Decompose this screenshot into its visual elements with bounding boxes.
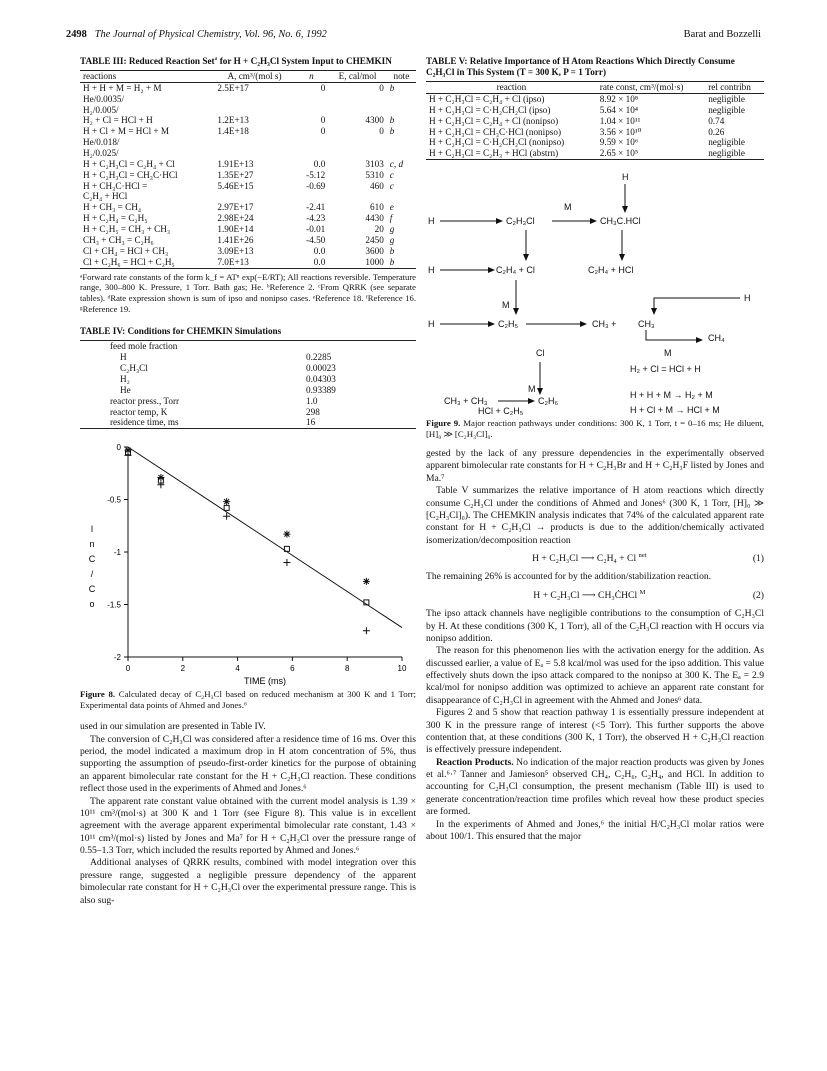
t3-cell: 4300 xyxy=(365,115,384,126)
left-column xyxy=(80,56,416,907)
t3-row xyxy=(80,224,416,235)
left-paragraph: Additional analyses of QRRK results, combined with model integration over this pressure range, suggested a negligible pressure dependency of the apparent bimolecular rate constant for H + C₂H₃Cl over the experimental pressure range. This is also sug- xyxy=(80,857,416,906)
t4-cell: He xyxy=(120,384,131,395)
node-ch4: CH₄ xyxy=(708,333,725,344)
right-body-text xyxy=(426,448,764,843)
t3-cell xyxy=(295,191,329,202)
t3-row xyxy=(80,126,416,137)
data-point-plus xyxy=(363,628,370,635)
t5-cell: 3.56 × 10¹⁰ xyxy=(599,126,642,137)
right-column xyxy=(426,56,764,843)
t3-cell: H + C₂H₄ = C₂H₅ xyxy=(83,213,148,224)
t3-cell: 4430 xyxy=(365,213,384,224)
t3-cell xyxy=(214,191,294,202)
t3-cell: b xyxy=(389,82,395,93)
t4-cell: reactor press., Torr xyxy=(110,395,180,406)
t3-col-e: E, cal/mol xyxy=(328,71,387,83)
t3-cell: 1.2E+13 xyxy=(217,115,249,126)
x-tick-label: 0 xyxy=(125,664,131,674)
t3-row xyxy=(80,94,416,105)
right-paragraph: The ipso attack channels have negligible contributions to the consumption of C₂H₃Cl by H. At these conditions (300 K, 1 Torr), all of the C₂H₃Cl reaction with H occurs via nonipso addition. xyxy=(426,608,764,644)
fig8-axes xyxy=(89,443,407,686)
y-tick-label: -0.5 xyxy=(107,495,121,505)
right-paragraph: gested by the lack of any pressure dependencies in the experimentally observed apparent bimolecular rate constants for H + C₂H₃Br and H + C₂H₃F listed by Jones and Ma.⁷ xyxy=(426,448,764,484)
node-m-ch4: M xyxy=(664,348,672,359)
t5-cell: 5.64 × 10⁴ xyxy=(599,104,639,115)
x-tick-label: 4 xyxy=(235,664,240,674)
table5 xyxy=(426,81,764,160)
t5-cell: H + C₂H₃Cl = C·H₂CH₂Cl (ipso) xyxy=(429,104,551,115)
equation-1 xyxy=(426,553,764,565)
data-point-star xyxy=(157,474,164,481)
t3-cell: 2450 xyxy=(365,234,384,245)
table3-title: Reduced Reaction Set xyxy=(128,56,215,66)
t3-cell: 7.0E+13 xyxy=(214,257,294,268)
node-c2h5: C₂H₅ xyxy=(498,319,519,330)
running-header xyxy=(66,28,761,44)
table3-title-sup: a xyxy=(214,55,218,62)
table4-body xyxy=(80,341,416,429)
t3-row xyxy=(80,105,416,116)
table3-title-rest: for H + C₂H₃Cl System Input to CHEMKIN xyxy=(217,56,392,66)
left-paragraph: The conversion of C₂H₃Cl was considered after a residence time of 16 ms. Over this period, the model indicated a maximum drop in H atom concentration of 5%, thus supporting the assumption of pseudo-first-order kinetics for the purpose of obtaining an apparent bimolecular rate constant for the H + C₂H₃Cl reaction. These conditions reflect those used in the experiments of Ahmed and Jones.⁶ xyxy=(80,733,416,795)
y-tick-label: -1.5 xyxy=(107,600,121,610)
t4-cell: 1.0 xyxy=(306,395,318,406)
t3-cell xyxy=(328,137,387,148)
t3-cell xyxy=(328,191,387,202)
t3-cell: 2.5E+17 xyxy=(217,82,249,93)
t5-row xyxy=(426,137,764,148)
t3-col-a: A, cm³/(mol s) xyxy=(214,71,294,83)
t3-cell: 0.0 xyxy=(313,245,326,256)
t3-cell: H + C₂H₃Cl = C₂H₄ + Cl xyxy=(83,158,175,169)
data-point-star xyxy=(283,531,290,538)
equation-2-over: M xyxy=(639,588,646,596)
node-c2h4-hcl: C₂H₄ + HCl xyxy=(588,265,634,276)
data-point-plus xyxy=(283,559,290,566)
left-paragraph: The apparent rate constant value obtained with the current model analysis is 1.39 × 10¹¹ cm³/(mol·s) at 300 K and 1 Torr (see Figure 8). This value is in excellent agreement with the average apparent experimental bimolecular rate constant, 1.43 × 10¹¹ cm³/(mol·s) listed by Jones and Ma⁷ for H + C₂H₃Cl over the pressure range of 0.55–1.3 Torr, which included the results reported by Ahmed and Jones.⁶ xyxy=(80,795,416,857)
t5-cell: 9.59 × 10⁶ xyxy=(599,137,639,148)
node-c2h3cl: C₂H₃Cl xyxy=(506,216,535,227)
t3-cell: 1000 xyxy=(328,257,387,268)
t5-row xyxy=(426,93,764,104)
figure8-caption-text: Calculated decay of C₂H₃Cl based on reduced mechanism at 300 K and 1 Torr; Experimental data points of Ahmed and Jones.⁶ xyxy=(80,689,416,711)
x-tick-label: 8 xyxy=(344,664,350,674)
node-ch3-plus: CH₃ + xyxy=(592,319,617,330)
right-paragraph: Figures 2 and 5 show that reaction pathway 1 is essentially pressure independent at 300 K in the pressure range of interest (<5 Torr). This further supports the above contention that, at these conditions (300 K, 1 Torr), the observed H + C₂H₃Cl reaction is effectively pressure independent. xyxy=(426,707,764,756)
side-reaction-3: H + Cl + M → HCl + M xyxy=(630,405,720,416)
t3-cell: -0.01 xyxy=(306,224,326,235)
equation-1-number: (1) xyxy=(752,553,764,565)
t3-cell: c, d xyxy=(389,158,404,169)
t4-cell: H xyxy=(120,352,127,363)
t3-cell: 0 xyxy=(320,115,326,126)
t3-cell xyxy=(214,94,294,105)
data-point-star xyxy=(363,578,370,585)
t3-cell: b xyxy=(389,115,395,126)
table4 xyxy=(80,340,416,429)
t5-cell: H + C₂H₃Cl = C₂H₃ + HCl (abstrn) xyxy=(426,148,597,159)
t3-row xyxy=(80,213,416,224)
t3-cell: H₂/0.005/ xyxy=(83,104,119,115)
t5-cell: H + C₂H₃Cl = C₂H₄ + Cl (ipso) xyxy=(429,93,545,104)
page-number: 2498 xyxy=(66,29,87,40)
x-tick-label: 10 xyxy=(397,664,407,674)
t3-cell xyxy=(295,148,329,159)
section-paragraph: No indication of the major reaction products was given by Jones et al.⁶·⁷ Tanner and Jamieson⁵ observed CH₄, C₂H₆, C₂H₄, and HCl. In addition to accounting for C₂H₃Cl consumption, the present mechanism (Table III) is used to generate concentration/reaction time profiles which reveal how these product species are formed. xyxy=(426,756,764,818)
t3-cell: f xyxy=(389,213,393,224)
t3-cell: 0 xyxy=(379,126,384,137)
table4-caption xyxy=(80,326,416,337)
t3-col-reactions: reactions xyxy=(80,71,214,83)
figure9-label: Figure 9. xyxy=(426,418,461,429)
node-h-row1: H xyxy=(428,216,435,227)
t4-row xyxy=(80,363,416,374)
t3-cell: 0 xyxy=(320,126,326,137)
section-runin-head: Reaction Products. xyxy=(436,756,514,768)
t4-row xyxy=(80,385,416,396)
t5-cell: H + C₂H₃Cl = CH₃C·HCl (nonipso) xyxy=(429,126,562,137)
t3-cell: 610 xyxy=(370,202,384,213)
t5-cell: H + C₂H₃Cl = C·H₂CH₂Cl (nonipso) xyxy=(429,137,565,148)
t3-row xyxy=(80,82,416,93)
t3-cell xyxy=(387,191,416,202)
t3-col-n: n xyxy=(295,71,329,83)
t3-cell: 0 xyxy=(379,82,384,93)
right-paragraph: The remaining 26% is accounted for by the addition/stabilization reaction. xyxy=(426,571,712,583)
x-tick-label: 6 xyxy=(290,664,295,674)
t3-cell xyxy=(295,137,329,148)
t5-cell: 1.04 × 10¹¹ xyxy=(599,115,641,126)
figure9-diagram xyxy=(426,166,764,416)
t3-cell: b xyxy=(387,257,416,268)
node-c2h4-cl: C₂H₄ + Cl xyxy=(496,265,535,276)
t3-col-note: note xyxy=(387,71,416,83)
figure8-chart xyxy=(80,437,416,687)
y-axis-label-char: n xyxy=(89,539,95,550)
t3-row xyxy=(80,148,416,159)
t4-cell: 16 xyxy=(303,417,416,428)
node-ch3chcl: CH₃C.HCl xyxy=(600,216,641,227)
t3-cell: g xyxy=(389,224,395,235)
t5-row xyxy=(426,148,764,159)
t3-cell: 1.4E+18 xyxy=(217,126,249,137)
fig8-marks xyxy=(125,447,403,635)
node-hcl-c2h5: HCl + C₂H₅ xyxy=(478,406,524,417)
x-tick-label: 2 xyxy=(180,664,186,674)
t3-cell: 1.90E+14 xyxy=(217,224,254,235)
y-tick-label: -2 xyxy=(113,653,121,663)
t5-row xyxy=(426,127,764,138)
t3-cell: H + C₂H₅ = CH₃ + CH₃ xyxy=(83,224,171,235)
t3-cell xyxy=(387,105,416,116)
t5-row xyxy=(426,105,764,116)
t3-cell xyxy=(214,137,294,148)
t3-row xyxy=(80,115,416,126)
arrow-h-to-ch3 xyxy=(654,298,740,314)
y-tick-label: -1 xyxy=(113,548,121,558)
left-body-text xyxy=(80,721,416,907)
equation-1-over: net xyxy=(638,552,647,560)
t3-cell xyxy=(328,94,387,105)
node-h-top: H xyxy=(622,172,629,183)
t3-cell: b xyxy=(389,245,395,256)
t3-cell: H₂/0.025/ xyxy=(83,148,119,159)
y-axis-label-char: o xyxy=(89,599,95,610)
t3-cell: e xyxy=(389,202,394,213)
t3-cell xyxy=(295,105,329,116)
t3-cell: -4.50 xyxy=(306,234,326,245)
t3-cell: H + Cl + M = HCl + M xyxy=(83,126,170,137)
left-paragraph: used in our simulation are presented in Table IV. xyxy=(80,721,266,733)
t3-row xyxy=(80,159,416,170)
node-h-row3: H xyxy=(428,319,435,330)
t4-cell xyxy=(303,341,416,352)
t4-cell: H₂ xyxy=(120,374,130,385)
t3-row xyxy=(80,202,416,213)
arrow-ch3-ch4 xyxy=(646,330,702,340)
node-m-low: M xyxy=(528,384,536,395)
t5-cell: 2.65 × 10⁵ xyxy=(597,148,705,159)
t3-cell: 0.0 xyxy=(313,158,326,169)
figure8-label: Figure 8. xyxy=(80,689,116,700)
t5-cell: negligible xyxy=(708,137,745,148)
t3-row xyxy=(80,257,416,268)
t3-cell: c xyxy=(389,169,394,180)
t3-cell: H + C₂H₃Cl = CH₃C·HCl xyxy=(83,169,178,180)
t3-cell: b xyxy=(389,126,395,137)
table4-label: TABLE IV: xyxy=(80,326,126,337)
t4-row xyxy=(80,374,416,385)
t4-cell: 0.2285 xyxy=(306,352,332,363)
t5-row xyxy=(426,116,764,127)
t5-cell: 0.26 xyxy=(708,126,725,137)
t3-row xyxy=(80,181,416,192)
data-point-star xyxy=(223,498,230,505)
y-axis-label-char: l xyxy=(91,524,93,535)
table3-body xyxy=(80,82,416,268)
table3-label: TABLE III: xyxy=(80,56,127,66)
y-axis-label-char: / xyxy=(90,569,94,580)
t3-cell: -4.23 xyxy=(306,213,326,224)
t3-cell xyxy=(214,148,294,159)
t3-cell: 0.0 xyxy=(295,257,329,268)
node-ch3: CH₃ xyxy=(638,319,655,330)
t3-row xyxy=(80,246,416,257)
table3 xyxy=(80,70,416,268)
t3-cell xyxy=(295,94,329,105)
t4-row xyxy=(80,407,416,418)
t3-cell: C₂H₄ + HCl xyxy=(83,191,128,202)
t4-cell: feed mole fraction xyxy=(110,341,178,352)
data-point-square xyxy=(224,506,229,511)
right-paragraph: The reason for this phenomenon lies with the activation energy for the addition. As discussed earlier, a value of Eₐ = 5.8 kcal/mol was used for the ipso addition. This value effectively shuts down the ipso attack compared to the nonipso at 300 K. The Eₐ = 2.9 kcal/mol for nonipso addition was optimized to achieve an apparent rate constant for disappearance of C₂H₃Cl in agreement with the Ahmed and Jones⁶ data. xyxy=(426,645,764,706)
t3-cell: 1.41E+26 xyxy=(217,234,254,245)
table4-title: Conditions for CHEMKIN Simulations xyxy=(127,326,282,337)
t5-cell: 0.74 xyxy=(708,115,725,126)
t3-cell xyxy=(387,137,416,148)
table3-footnote: ᵃForward rate constants of the form k_f = ATⁿ exp(−E/RT); All reactions reversible. Temperature range, 300–800 K. Pressure, 1 Torr. Bath gas; He. ᵇReference 2. ᶜFrom QRRK (see separate tables). ᵈRate expression shown is sum of ipso and nonipso cases. ᵉReference 18. ᶠReference 16. ᵍReference 19. xyxy=(80,271,416,314)
node-h-right: H xyxy=(744,293,751,304)
node-cl: Cl xyxy=(536,348,545,359)
t3-cell xyxy=(387,148,416,159)
t3-cell: 1.91E+13 xyxy=(217,158,254,169)
node-m-mid: M xyxy=(502,300,510,311)
t5-cell: negligible xyxy=(705,148,764,159)
t3-cell xyxy=(328,148,387,159)
t5-col-reaction: reaction xyxy=(426,82,597,94)
equation-1-text: H + C₂H₃Cl ⟶ C₂H₄ + Cl xyxy=(532,553,637,565)
t3-cell xyxy=(387,94,416,105)
t3-cell: Cl + CH₄ = HCl + CH₃ xyxy=(83,245,169,256)
t3-cell: H₂ + Cl = HCl + H xyxy=(83,115,153,126)
t4-cell: reactor temp, K xyxy=(110,406,168,417)
t3-cell: -0.69 xyxy=(306,180,326,191)
t3-cell: H + CH₃ = CH₄ xyxy=(83,202,142,213)
t4-cell: 298 xyxy=(306,406,320,417)
node-m-top: M xyxy=(564,202,572,213)
right-paragraph xyxy=(426,757,764,819)
t4-row xyxy=(80,352,416,363)
x-axis-label: TIME (ms) xyxy=(244,676,286,687)
t3-cell xyxy=(328,105,387,116)
side-reaction-2: H + H + M → H₂ + M xyxy=(630,390,713,401)
t3-cell: CH₃ + CH₃ = C₂H₆ xyxy=(83,234,154,245)
t3-cell: 460 xyxy=(370,180,384,191)
t4-cell: 0.04303 xyxy=(306,374,336,385)
t5-cell: H + C₂H₃Cl = C₂H₄ + Cl (nonipso) xyxy=(429,115,559,126)
table5-body xyxy=(426,93,764,159)
author-names: Barat and Bozzelli xyxy=(683,29,761,40)
t4-cell: residence time, ms xyxy=(80,417,303,428)
table3-caption xyxy=(80,56,416,67)
equation-2-text: H + C₂H₃Cl ⟶ CH₃ĊHCl xyxy=(533,589,638,601)
t5-cell: negligible xyxy=(708,93,745,104)
y-tick-label: 0 xyxy=(116,443,121,453)
t3-cell: Cl + C₂H₆ = HCl + C₂H₅ xyxy=(80,257,214,268)
t5-cell: negligible xyxy=(708,104,745,115)
t3-row xyxy=(80,137,416,148)
t4-row xyxy=(80,417,416,428)
data-point-star xyxy=(125,447,132,454)
side-reaction-1: H₂ + Cl = HCl + H xyxy=(630,364,701,375)
t3-cell xyxy=(214,105,294,116)
t3-row xyxy=(80,235,416,246)
t4-cell: 0.93389 xyxy=(306,384,336,395)
t3-cell: 1.35E+27 xyxy=(217,169,254,180)
y-axis-label-char: C xyxy=(88,554,96,565)
node-c2h6: C₂H₆ xyxy=(538,396,559,407)
t3-cell: 3103 xyxy=(365,158,384,169)
t5-col-rate: rate const, cm³/(mol·s) xyxy=(597,82,705,94)
t3-cell: 2.98E+24 xyxy=(217,213,254,224)
y-axis-label-char: C xyxy=(88,584,96,595)
t3-cell: He/0.0035/ xyxy=(83,93,125,104)
table5-title: Relative Importance of H Atom Reactions Which Directly Consume C₂H₃Cl in This System (T = 300 K, P = 1 Torr) xyxy=(426,56,735,78)
table5-caption xyxy=(426,56,764,78)
t3-cell: -2.41 xyxy=(306,202,326,213)
t3-cell: 3600 xyxy=(365,245,384,256)
figure9-caption-text: Major reaction pathways under conditions: 300 K, 1 Torr, t = 0–16 ms; He diluent, [H]₀ ≫ [C₂H₃Cl]₀. xyxy=(426,418,764,440)
node-h-row2: H xyxy=(428,265,435,276)
t3-cell: 2.97E+17 xyxy=(217,202,254,213)
t3-cell: c xyxy=(389,180,394,191)
t3-cell: 3.09E+13 xyxy=(217,245,254,256)
model-fit-line xyxy=(128,447,402,628)
t4-row xyxy=(80,396,416,407)
figure8-caption xyxy=(80,689,416,711)
t3-cell: -5.12 xyxy=(306,169,326,180)
node-ch3ch3: CH₃ + CH₃ xyxy=(444,396,488,407)
t3-cell: He/0.018/ xyxy=(83,137,120,148)
t3-cell: H + CH₃C·HCl = xyxy=(83,180,148,191)
t3-cell: H + H + M = H₂ + M xyxy=(83,82,162,93)
t3-cell: 5310 xyxy=(365,169,384,180)
t4-cell: 0.00023 xyxy=(306,363,336,374)
t3-cell: 0 xyxy=(320,82,326,93)
t3-cell: 20 xyxy=(374,224,384,235)
t3-row xyxy=(80,170,416,181)
t4-cell: C₂H₃Cl xyxy=(120,363,148,374)
right-paragraph: Table V summarizes the relative importance of H atom reactions which directly consume C₂H₃Cl under the conditions of Ahmed and Jones⁶ (300 K, 1 Torr, [H]₀ ≫ [C₂H₃Cl]₀). The CHEMKIN analysis indicates that 74% of the calculated apparent rate constant for H + C₂H₃Cl → products is due to the addition/chemically activated isomerization/decomposition reaction xyxy=(426,485,764,546)
equation-2-number: (2) xyxy=(752,589,764,601)
t3-cell: 5.46E+15 xyxy=(217,180,254,191)
t5-col-contrib: rel contribn xyxy=(705,82,764,94)
equation-2 xyxy=(426,590,764,602)
right-paragraph: In the experiments of Ahmed and Jones,⁶ the initial H/C₂H₃Cl molar ratios were about 100/1. This ensured that the major xyxy=(426,818,764,842)
t4-row xyxy=(80,341,416,352)
t3-cell: g xyxy=(389,234,395,245)
t5-cell: 8.92 × 10⁸ xyxy=(599,93,639,104)
t3-row xyxy=(80,191,416,202)
figure9-caption xyxy=(426,418,764,440)
table5-label: TABLE V: xyxy=(426,56,468,66)
journal-title: The Journal of Physical Chemistry, Vol. 96, No. 6, 1992 xyxy=(94,29,327,40)
